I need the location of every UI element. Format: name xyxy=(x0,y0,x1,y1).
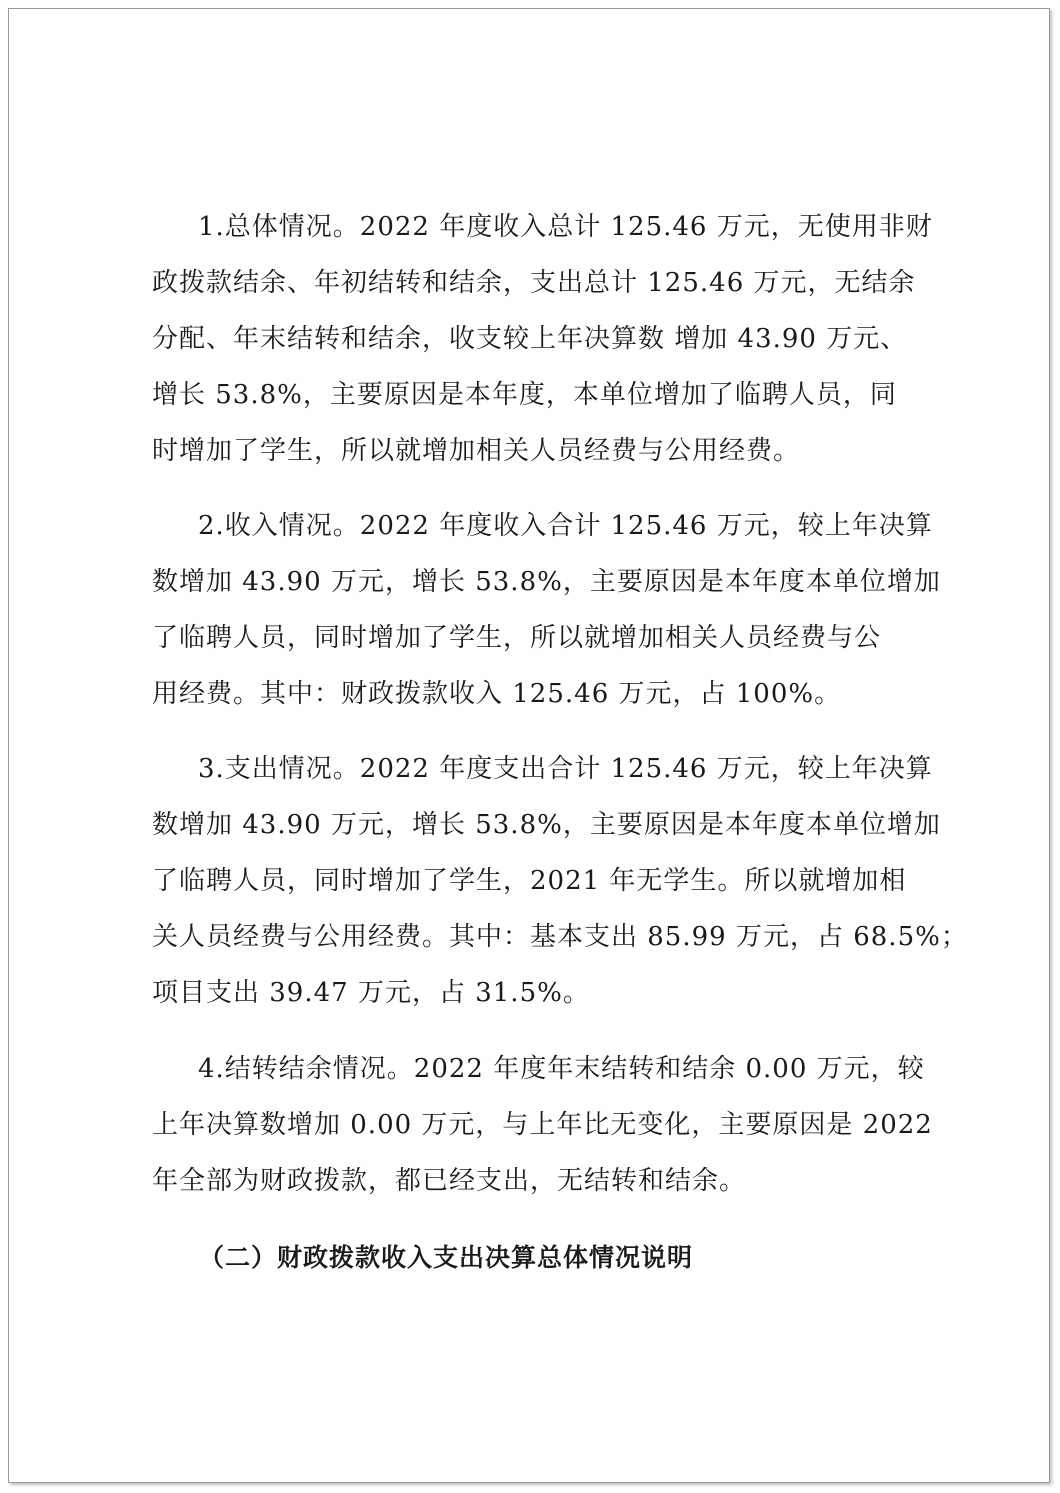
paragraph-line: 3.支出情况。2022 年度支出合计 125.46 万元，较上年决算 xyxy=(198,754,933,784)
paragraph-overall xyxy=(152,199,942,479)
paragraph-line: 数增加 43.90 万元，增长 53.8%，主要原因是本年度本单位增加 xyxy=(152,810,941,840)
paragraph-line: 1.总体情况。2022 年度收入总计 125.46 万元，无使用非财 xyxy=(198,212,933,242)
paragraph-line: 用经费。其中：财政拨款收入 125.46 万元，占 100%。 xyxy=(152,679,842,709)
paragraph-line: 时增加了学生，所以就增加相关人员经费与公用经费。 xyxy=(152,436,801,466)
paragraph-line: 了临聘人员，同时增加了学生，所以就增加相关人员经费与公 xyxy=(152,623,882,653)
paragraph-line: 上年决算数增加 0.00 万元，与上年比无变化，主要原因是 2022 xyxy=(152,1110,933,1140)
paragraph-line: 了临聘人员，同时增加了学生，2021 年无学生。所以就增加相 xyxy=(152,866,907,896)
paragraph-line: 2.收入情况。2022 年度收入合计 125.46 万元，较上年决算 xyxy=(198,511,933,541)
paragraph-line: 4.结转结余情况。2022 年度年末结转和结余 0.00 万元，较 xyxy=(198,1054,925,1084)
paragraph-income xyxy=(152,498,942,722)
document-page xyxy=(8,8,1050,1483)
paragraph-line: 增长 53.8%，主要原因是本年度，本单位增加了临聘人员，同 xyxy=(152,380,897,410)
paragraph-expenditure xyxy=(152,741,968,1021)
paragraph-carryover xyxy=(152,1041,942,1209)
section-heading: （二）财政拨款收入支出决算总体情况说明 xyxy=(199,1243,694,1272)
paragraph-line: 项目支出 39.47 万元，占 31.5%。 xyxy=(152,978,590,1008)
paragraph-line: 数增加 43.90 万元，增长 53.8%，主要原因是本年度本单位增加 xyxy=(152,567,941,597)
paragraph-line: 年全部为财政拨款，都已经支出，无结转和结余。 xyxy=(152,1166,747,1196)
paragraph-line: 政拨款结余、年初结转和结余，支出总计 125.46 万元，无结余 xyxy=(152,268,916,298)
paragraph-line: 关人员经费与公用经费。其中：基本支出 85.99 万元，占 68.5%； xyxy=(152,922,968,952)
paragraph-line: 分配、年末结转和结余，收支较上年决算数 增加 43.90 万元、 xyxy=(152,324,908,354)
